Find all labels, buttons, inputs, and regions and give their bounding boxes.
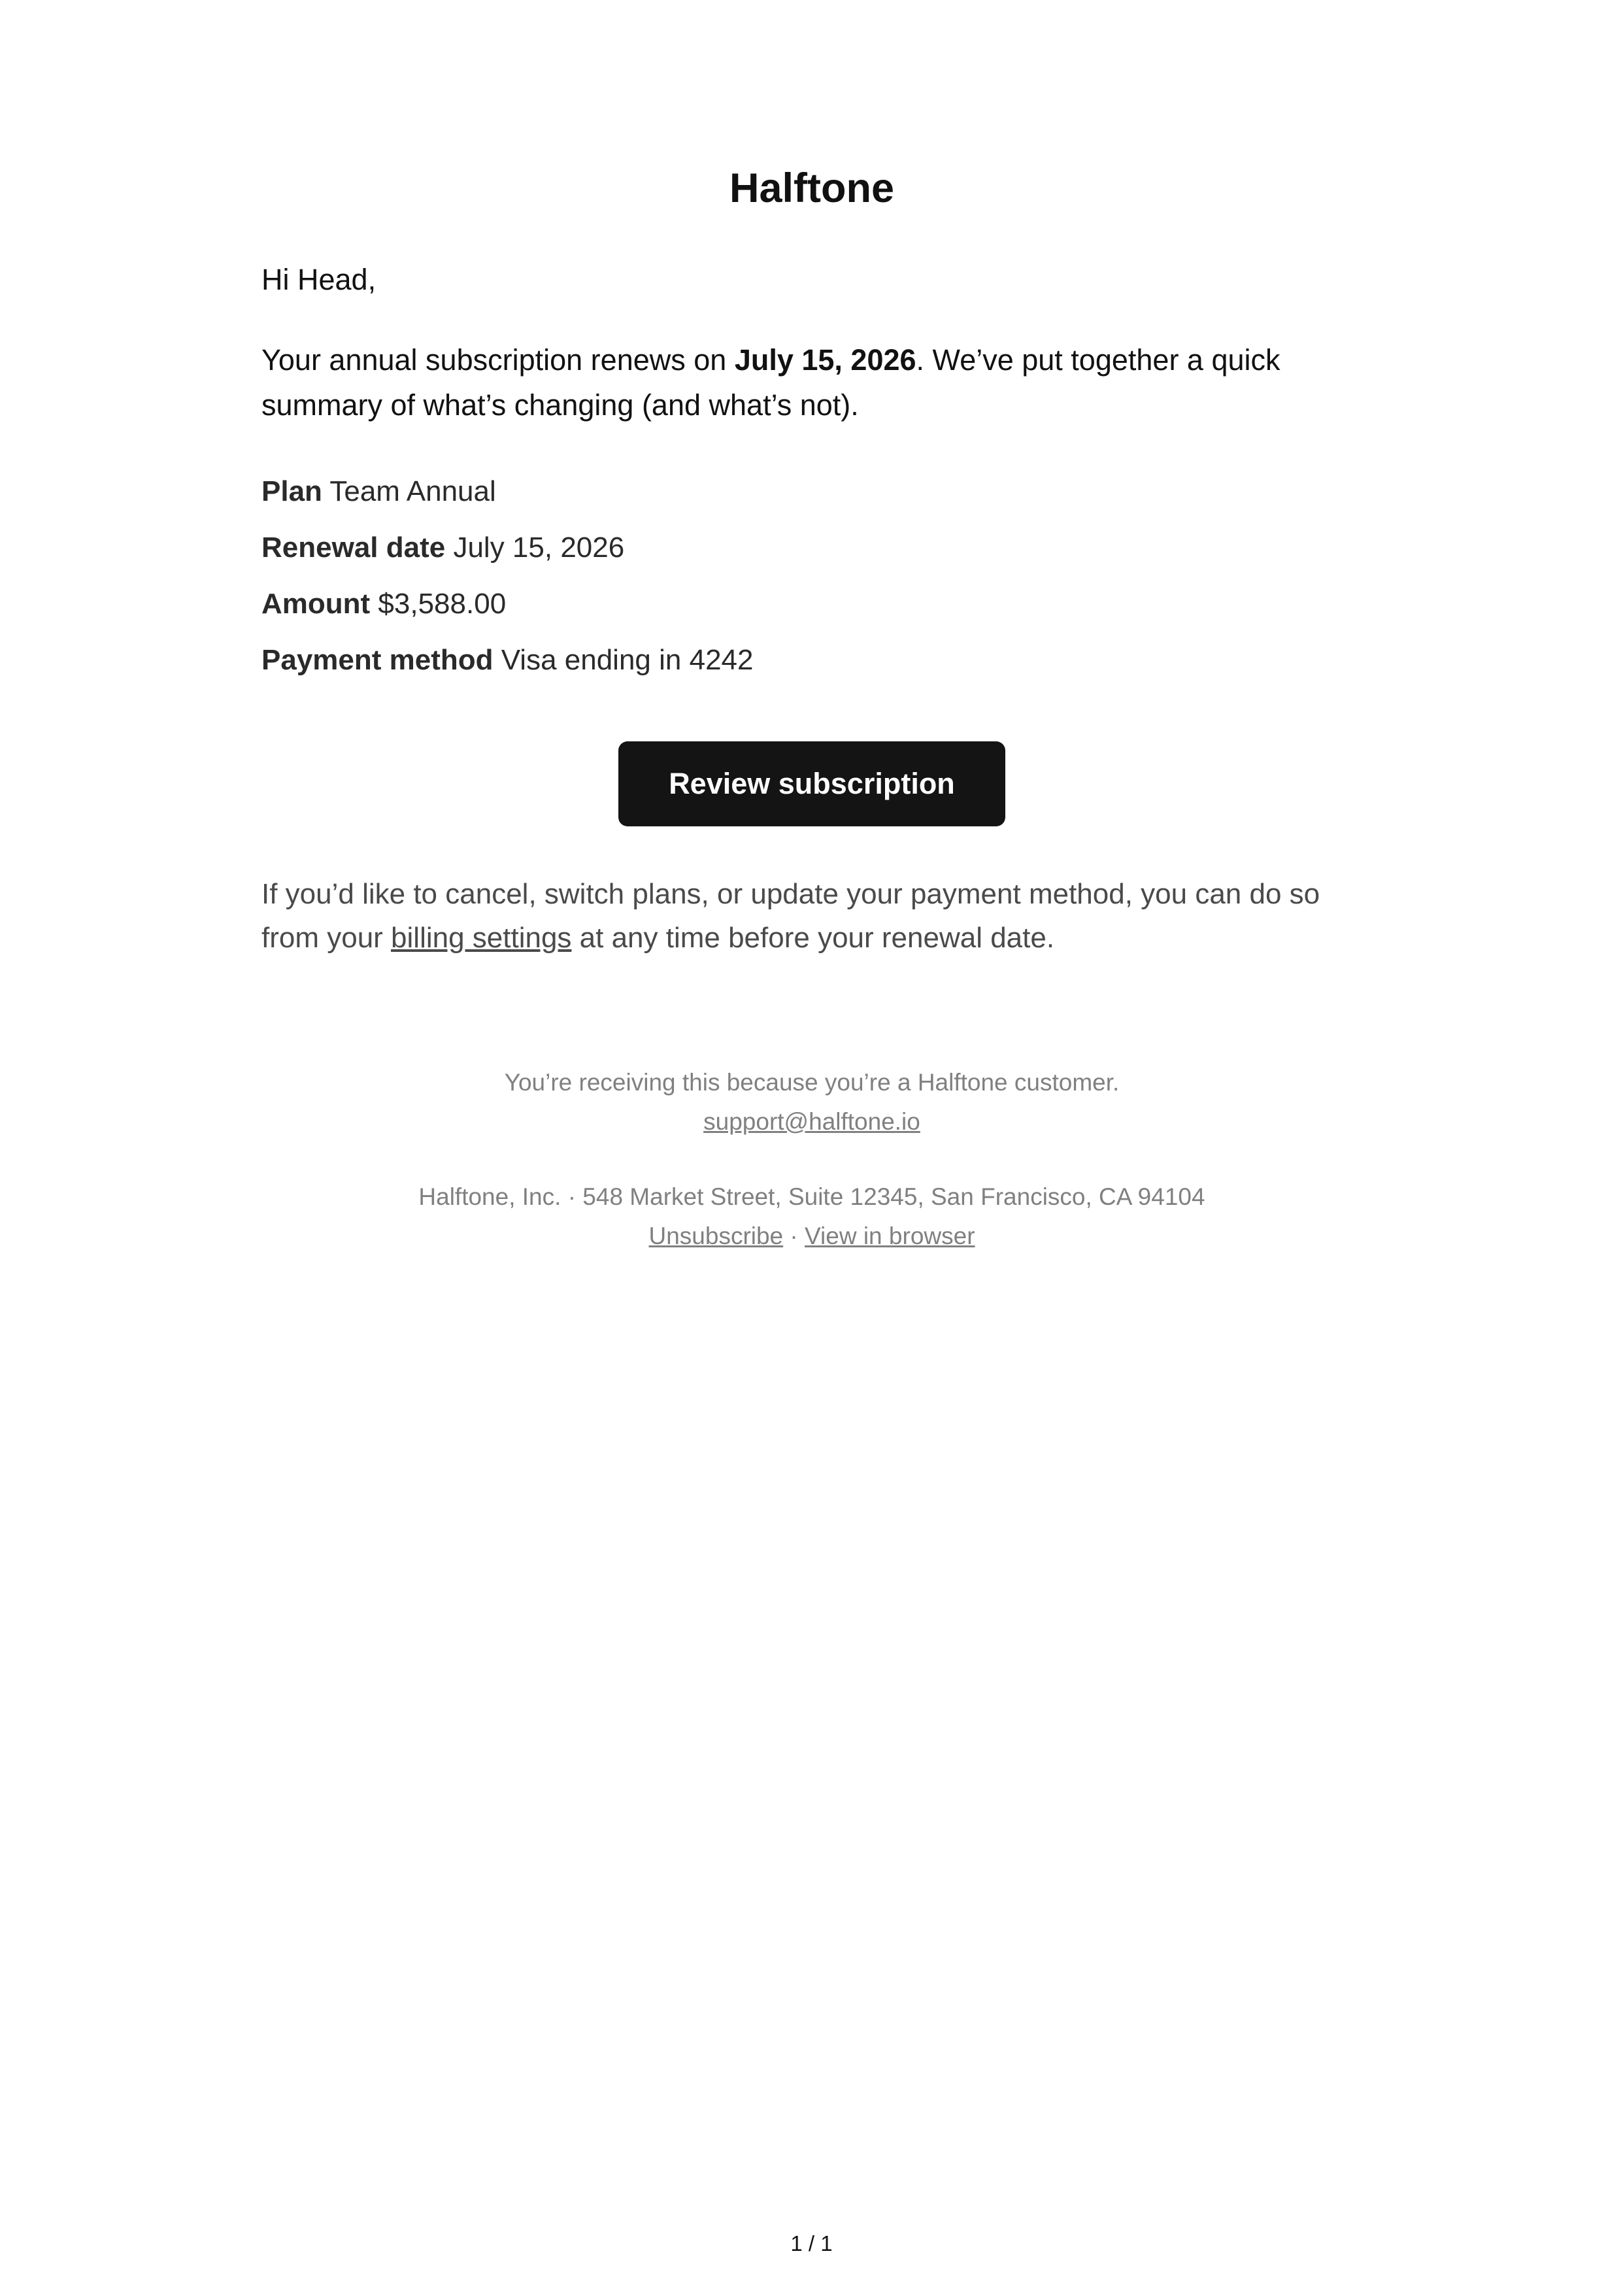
detail-label: Renewal date bbox=[261, 532, 446, 564]
renewal-date-highlight: July 15, 2026 bbox=[734, 343, 916, 377]
review-subscription-button[interactable]: Review subscription bbox=[618, 741, 1005, 826]
billing-note bbox=[261, 872, 1362, 960]
detail-label: Payment method bbox=[261, 644, 494, 676]
brand-title: Halftone bbox=[729, 165, 894, 211]
detail-value: $3,588.00 bbox=[378, 588, 507, 620]
intro-paragraph bbox=[261, 337, 1362, 428]
footer-links bbox=[261, 1217, 1362, 1256]
detail-row-payment-method bbox=[261, 641, 1362, 680]
detail-value: Visa ending in 4242 bbox=[501, 644, 754, 676]
detail-label: Amount bbox=[261, 588, 371, 620]
billing-settings-link[interactable]: billing settings bbox=[391, 922, 572, 954]
view-in-browser-link[interactable]: View in browser bbox=[805, 1223, 975, 1249]
footer-separator: · bbox=[783, 1223, 805, 1249]
cta-container bbox=[261, 741, 1362, 826]
subscription-details bbox=[261, 472, 1362, 697]
note-text-end: at any time before your renewal date. bbox=[571, 922, 1055, 954]
intro-text-start: Your annual subscription renews on bbox=[261, 343, 735, 377]
detail-label: Plan bbox=[261, 475, 322, 507]
footer-address: Halftone, Inc. · 548 Market Street, Suite 12345, San Francisco, CA 94104 bbox=[418, 1183, 1205, 1210]
support-email-link[interactable]: support@halftone.io bbox=[703, 1108, 920, 1135]
intro-text-end: . We’ve put together a quick summary of what’s changing (and what’s not). bbox=[261, 343, 1280, 422]
detail-row-amount bbox=[261, 584, 1362, 624]
detail-value: Team Annual bbox=[329, 475, 496, 507]
email-footer bbox=[261, 1063, 1362, 1256]
detail-row-renewal-date bbox=[261, 528, 1362, 567]
detail-value: July 15, 2026 bbox=[453, 532, 625, 564]
footer-reason: You’re receiving this because you’re a Halftone customer. bbox=[504, 1069, 1120, 1096]
note-text-start: If you’d like to cancel, switch plans, or update your payment method, you can do so from your bbox=[261, 878, 1320, 954]
unsubscribe-link[interactable]: Unsubscribe bbox=[648, 1223, 784, 1249]
page-indicator: 1 / 1 bbox=[790, 2231, 833, 2255]
detail-row-plan bbox=[261, 472, 1362, 511]
greeting: Hi Head, bbox=[261, 263, 376, 296]
